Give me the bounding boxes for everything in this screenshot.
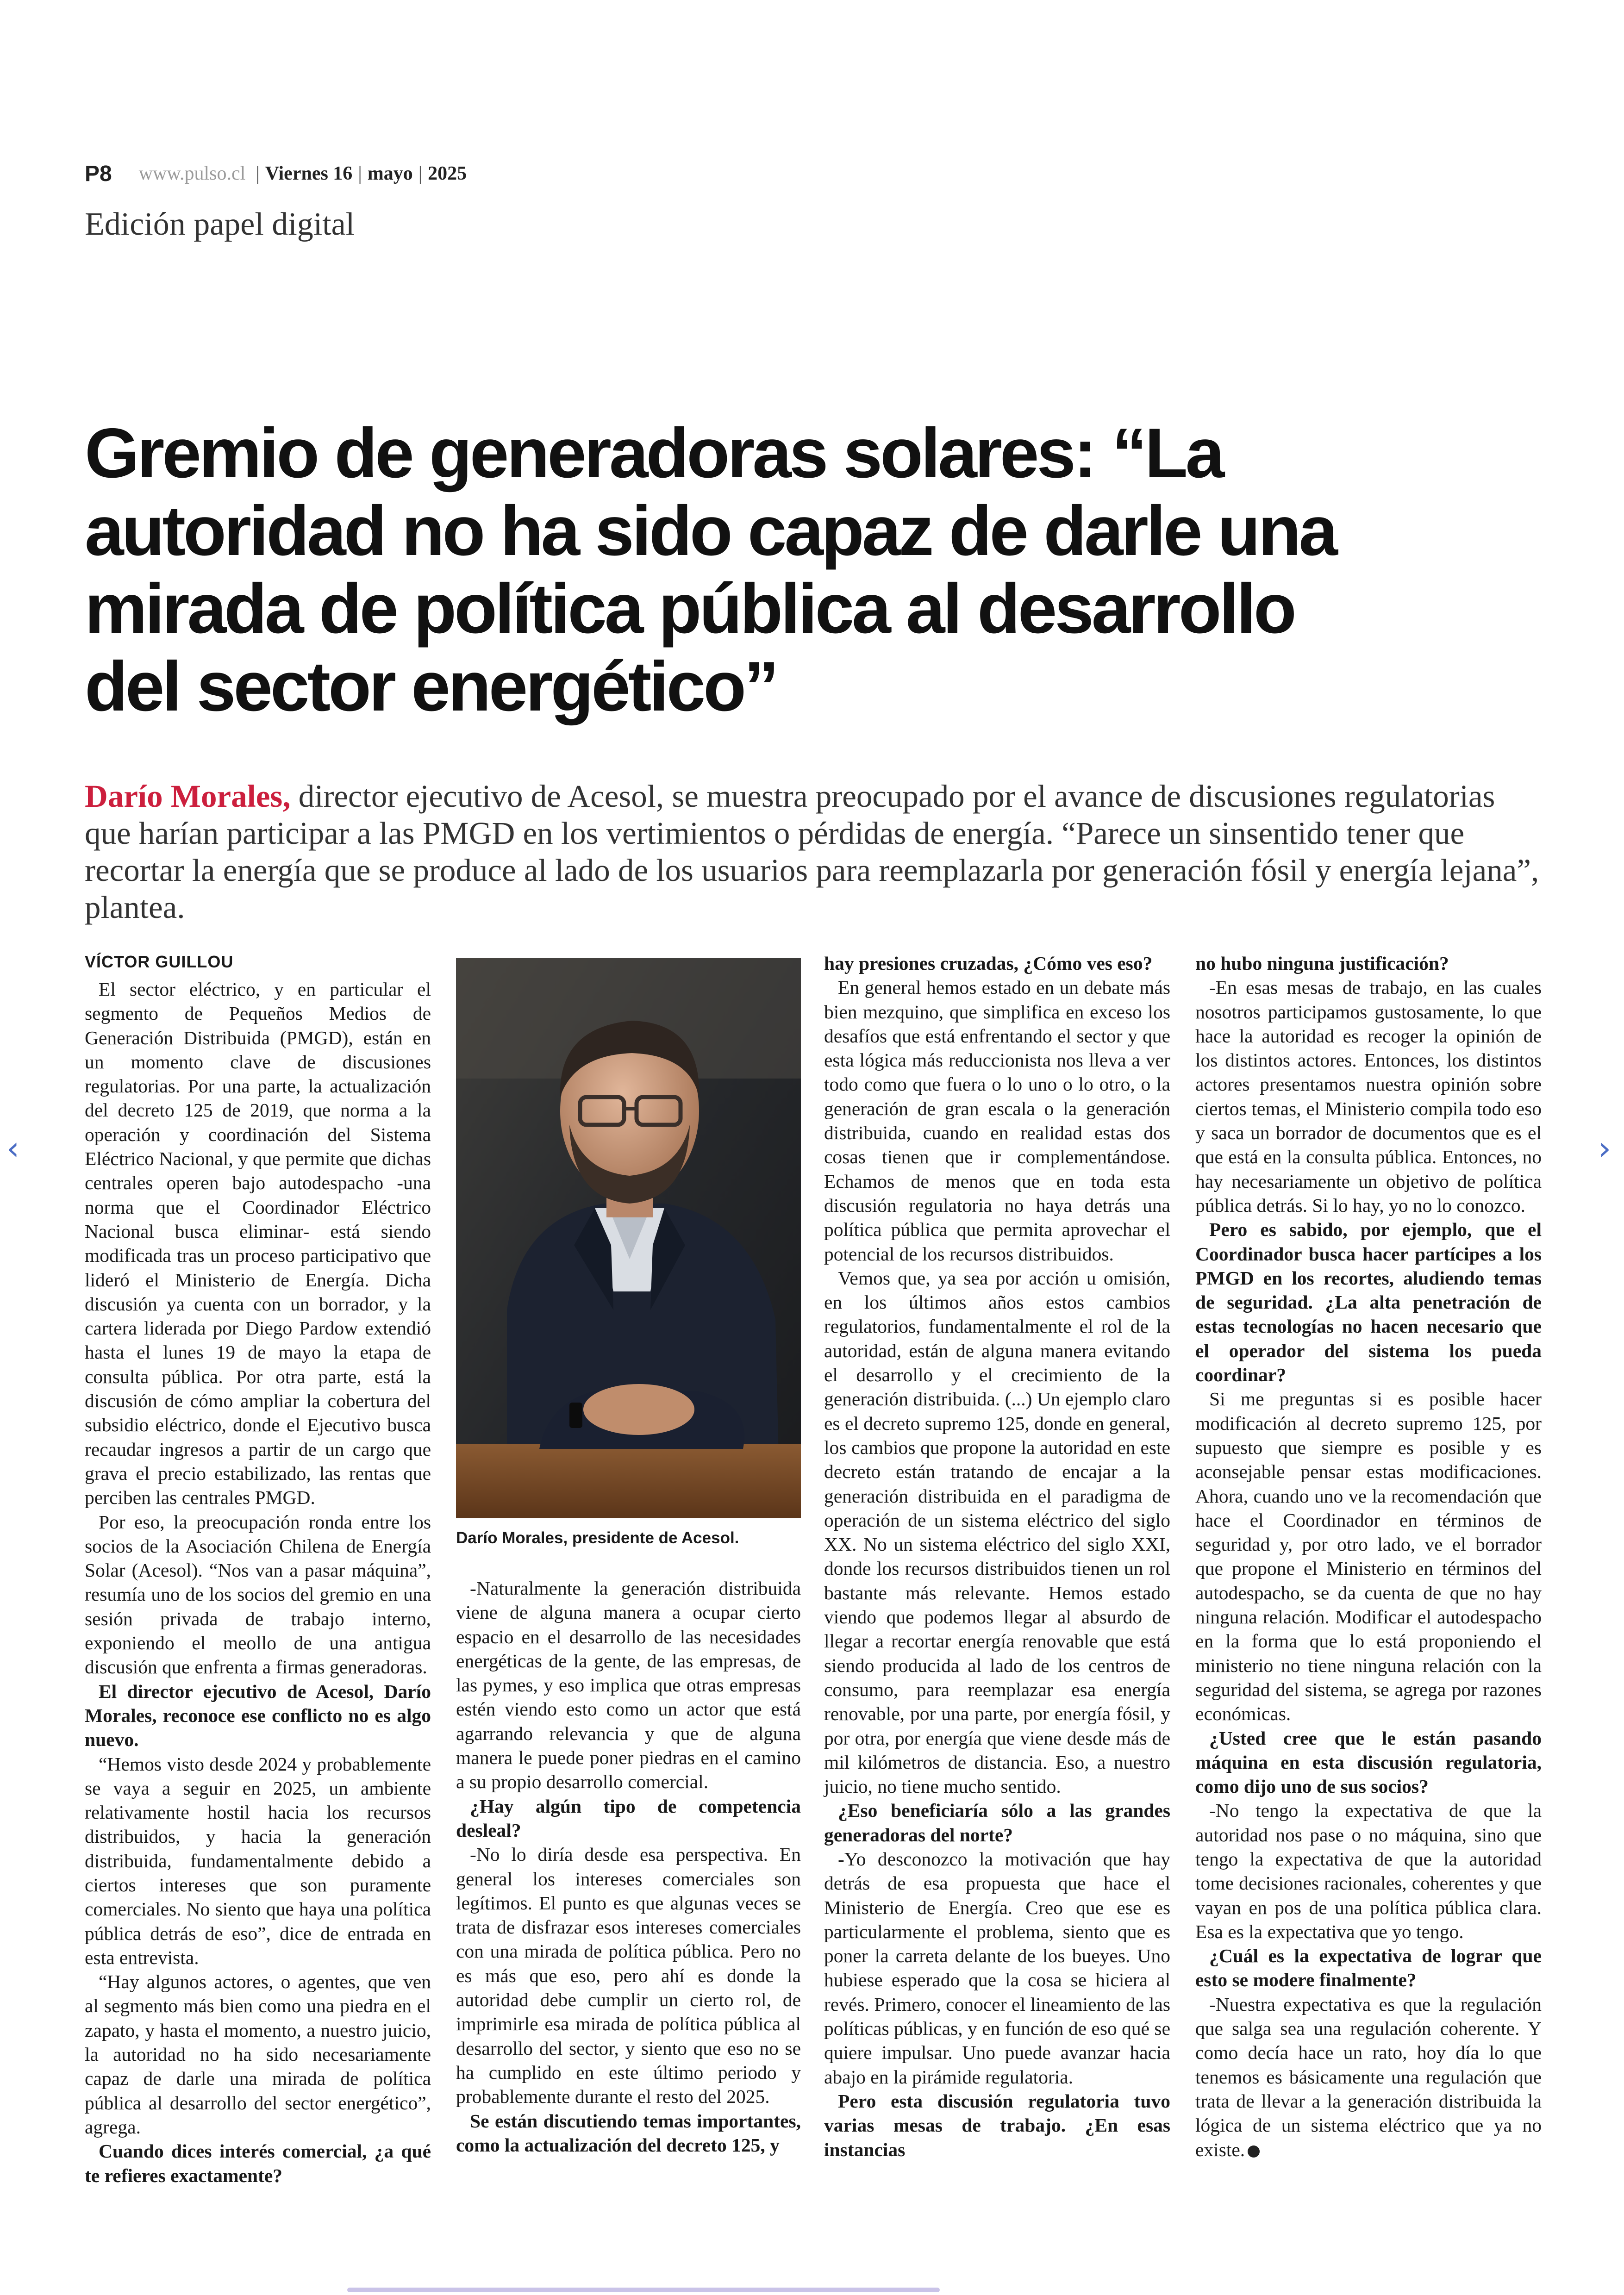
question: hay presiones cruzadas, ¿Cómo ves eso? (824, 953, 1153, 974)
paragraph: -No tengo la expectativa de que la autoridad nos pase o no máquina, sino que tengo la expectativa de que la autoridad tome decisiones racionales, coherentes y que vayan en pos de una política pública clara. Esa es la expectativa que yo tengo. (1195, 1800, 1542, 1942)
separator: | (418, 163, 423, 184)
paragraph: “Hemos visto desde 2024 y probablemente se vaya a seguir en 2025, un ambiente relativamente hostil hacia los recursos distribuidos, y hacia la generación distribuida, fundamentalmente debido a ciertos intereses que son puramente comerciales. No siento que haya una política pública detrás de eso”, dice de entrada en esta entrevista. (85, 1753, 431, 1968)
separator: | (256, 163, 260, 184)
paragraph: Por eso, la preocupación ronda entre los socios de la Asociación Chilena de Energía Solar (Acesol). “Nos van a pasar máquina”, resumía uno de los socios del gremio en una sesión privada de trabajo interno, exponiendo el meollo de una antigua discusión que enfrenta a firmas generadoras. (85, 1511, 431, 1678)
next-page-icon[interactable]: › (1598, 1129, 1611, 1167)
paragraph (1195, 1992, 1542, 2162)
byline: VÍCTOR GUILLOU (85, 952, 234, 971)
question: ¿Usted cree que le están pasando máquina en esta discusión regulatoria, como dijo uno de sus socios? (1195, 1727, 1542, 1797)
lead-text: director ejecutivo de Acesol, se muestra preocupado por el avance de discusiones regulatorias que harían participar a las PMGD en los vertimientos o pérdidas de energía. “Parece un sinsentido tener que recortar la energía que se produce al lado de los usuarios para reemplazarla por generación fósil y energía lejana”, plantea. (85, 779, 1539, 925)
headline: Gremio de generadoras solares: “La autoridad no ha sido capaz de darle una mirada de política pública al desarrollo del sector energético” (85, 414, 1336, 726)
paragraph: “Hay algunos actores, o agentes, que ven al segmento más bien como una piedra en el zapato, y hasta el momento, a nuestro juicio, la autoridad no ha sido necesariamente capaz de darle una mirada de política pública al desarrollo del sector energético”, agrega. (85, 1971, 431, 2138)
site-url[interactable]: www.pulso.cl (138, 163, 246, 184)
question: ¿Eso beneficiaría sólo a las grandes generadoras del norte? (824, 1800, 1170, 1846)
end-of-article-icon (1248, 2145, 1260, 2158)
paragraph: Si me preguntas si es posible hacer modificación al decreto supremo 125, por supuesto que siempre es posible y es aconsejable pensar estas modificaciones. Ahora, cuando uno ve la recomendación que hace el Coordinador en términos de seguridad y, por otro lado, ve el borrador que propone el Ministerio en términos del autodespacho, se da cuenta de que no hay ninguna relación. Modificar el autodespacho en la forma que lo está proponiendo el ministerio no tiene ninguna relación con la seguridad del sistema, se agrega por razones económicas. (1195, 1388, 1542, 1725)
paragraph: -No lo diría desde esa perspectiva. En general los intereses comerciales son legítimos. El punto es que algunas veces se trata de disfrazar esos intereses comerciales con una mirada de política pública. Pero no es más que eso, pero ahí es donde la autoridad debe cumplir un cierto rol, de imprimirle esa mirada de política pública al desarrollo del sector, y siento que eso no se ha cumplido en este último periodo y probablemente durante el resto del 2025. (456, 1844, 801, 2108)
paragraph: -En esas mesas de trabajo, en las cuales nosotros participamos gustosamente, lo que hace la autoridad es recoger la opinión de los distintos actores. Entonces, los distintos actores presentamos nuestra opinión sobre ciertos temas, el Ministerio compila todo eso y saca un borrador de documentos que es el que está en la consulta pública. Entonces, no hay necesariamente un objetivo de política pública detrás. Si lo hay, yo no lo conozco. (1195, 977, 1542, 1216)
date-month: mayo (367, 163, 413, 184)
edition-label: Edición papel digital (85, 206, 355, 242)
photo-caption: Darío Morales, presidente de Acesol. (456, 1529, 739, 1547)
paragraph: Vemos que, ya sea por acción u omisión, en los últimos años estos cambios regulatorios, fundamentalmente el rol de la autoridad, están de alguna manera evitando el desarrollo y el crecimiento de la generación distribuida. (...) Un ejemplo claro es el decreto supremo 125, donde en general, los cambios que propone la autoridad en este decreto están tratando de encajar a la generación distribuida en el paradigma de operación de un sistema eléctrico del siglo XX. No un sistema eléctrico del siglo XXI, donde los recursos distribuidos tienen un rol bastante más relevante. Hemos estado viendo que podemos llegar al absurdo de llegar a recortar energía renovable que está siendo producida al lado de los centros de consumo, para reemplazar esa energía renovable, por una parte, por energía fósil, y por otra, por energía que viene desde más de mil kilómetros de distancia. Eso, a nuestro juicio, no tiene mucho sentido. (824, 1267, 1170, 1797)
question: ¿Cuál es la expectativa de lograr que esto se modere finalmente? (1195, 1945, 1542, 1991)
lead-name: Darío Morales, (85, 779, 291, 814)
lead-paragraph (85, 778, 1543, 926)
date-day: Viernes 16 (265, 163, 353, 184)
article-column-4 (1195, 951, 1542, 2162)
portrait-photo (456, 958, 801, 1518)
question: Pero esta discusión regulatoria tuvo varias mesas de trabajo. ¿En esas instancias (824, 2090, 1170, 2160)
question: no hubo ninguna justificación? (1195, 953, 1449, 974)
final-paragraph-text: -Nuestra expectativa es que la regulación que salga sea una regulación coherente. Y como decía hace un rato, hoy día lo que tenemos es básicamente una regulación que trata de llevar a la generación distribuida la lógica de un sistema eléctrico que ya no existe. (1195, 1993, 1542, 2160)
question: ¿Hay algún tipo de competencia desleal? (456, 1795, 801, 1841)
previous-page-icon[interactable]: ‹ (6, 1129, 19, 1167)
paragraph: -Yo desconozco la motivación que hay detrás de esa propuesta que hace el Ministerio de Energía. Creo que ese es particularmente el problema, siento que es poner la carreta delante de los bueyes. Uno hubiese esperado que la cosa se hiciera al revés. Primero, conocer el lineamiento de las políticas públicas, y en función de eso qué se quiere impulsar. Uno puede avanzar hacia abajo en la pirámide regulatoria. (824, 1848, 1170, 2088)
page-number: P8 (85, 161, 112, 186)
horizontal-scrollbar[interactable] (347, 2288, 940, 2292)
portrait-image (456, 958, 801, 1518)
question: El director ejecutivo de Acesol, Darío Morales, reconoce ese conflicto no es algo nuevo. (85, 1680, 431, 1751)
question: Pero es sabido, por ejemplo, que el Coordinador busca hacer partícipes a los PMGD en los recortes, aludiendo temas de seguridad. ¿La alta penetración de estas tecnologías no hacen necesario que el operador del sistema los pueda coordinar? (1195, 1219, 1542, 1386)
paragraph: -Naturalmente la generación distribuida viene de alguna manera a ocupar cierto espacio en el desarrollo de las necesidades energéticas de la gente, de las empresas, de las pymes, y eso implica que otras empresas estén viendo esto como un actor que está agarrando relevancia y que de alguna manera le puede poner piedras en el camino a su propio desarrollo comercial. (456, 1578, 801, 1793)
article-column-1 (85, 951, 431, 2188)
separator: | (358, 163, 362, 184)
date-year: 2025 (428, 163, 467, 184)
article-column-3 (824, 951, 1170, 2162)
question: Cuando dices interés comercial, ¿a qué te refieres exactamente? (85, 2140, 431, 2186)
question: Se están discutiendo temas importantes, como la actualización del decreto 125, y (456, 2110, 801, 2156)
article-column-2 (456, 1576, 801, 2157)
paragraph: El sector eléctrico, y en particular el segmento de Pequeños Medios de Generación Distribuida (PMGD), están en un momento clave de discusiones regulatorias. Por una parte, la actualización del decreto 125 de 2019, que norma a la operación y coordinación del Sistema Eléctrico Nacional, y que permite que dichas centrales operen bajo autodespacho -una norma que el Coordinador Eléctrico Nacional busca eliminar- está siendo modificada tras un proceso participativo que lideró el Ministerio de Energía. Dicha discusión ya cuenta con un borrador, y la cartera liderada por Diego Pardow extendió hasta el lunes 19 de mayo la etapa de consulta pública. Por otra parte, está la discusión de cómo ampliar la cobertura del subsidio eléctrico, donde el Ejecutivo busca recaudar ingresos a partir de un cargo que grava el precio estabilizado, las rentas que perciben las centrales PMGD. (85, 979, 431, 1509)
page-header (85, 157, 467, 190)
paragraph: En general hemos estado en un debate más bien mezquino, que simplifica en exceso los desafíos que está enfrentando el sector y que esta lógica más reduccionista nos lleva a ver todo como que fuera o lo uno o lo otro, o la generación de gran escala o la generación distribuida, cuando en realidad estas dos cosas tienen que ir complementándose. Echamos de menos que en toda esta discusión regulatoria no haya detrás una política pública que permita aprovechar el potencial de los recursos distribuidos. (824, 977, 1170, 1265)
